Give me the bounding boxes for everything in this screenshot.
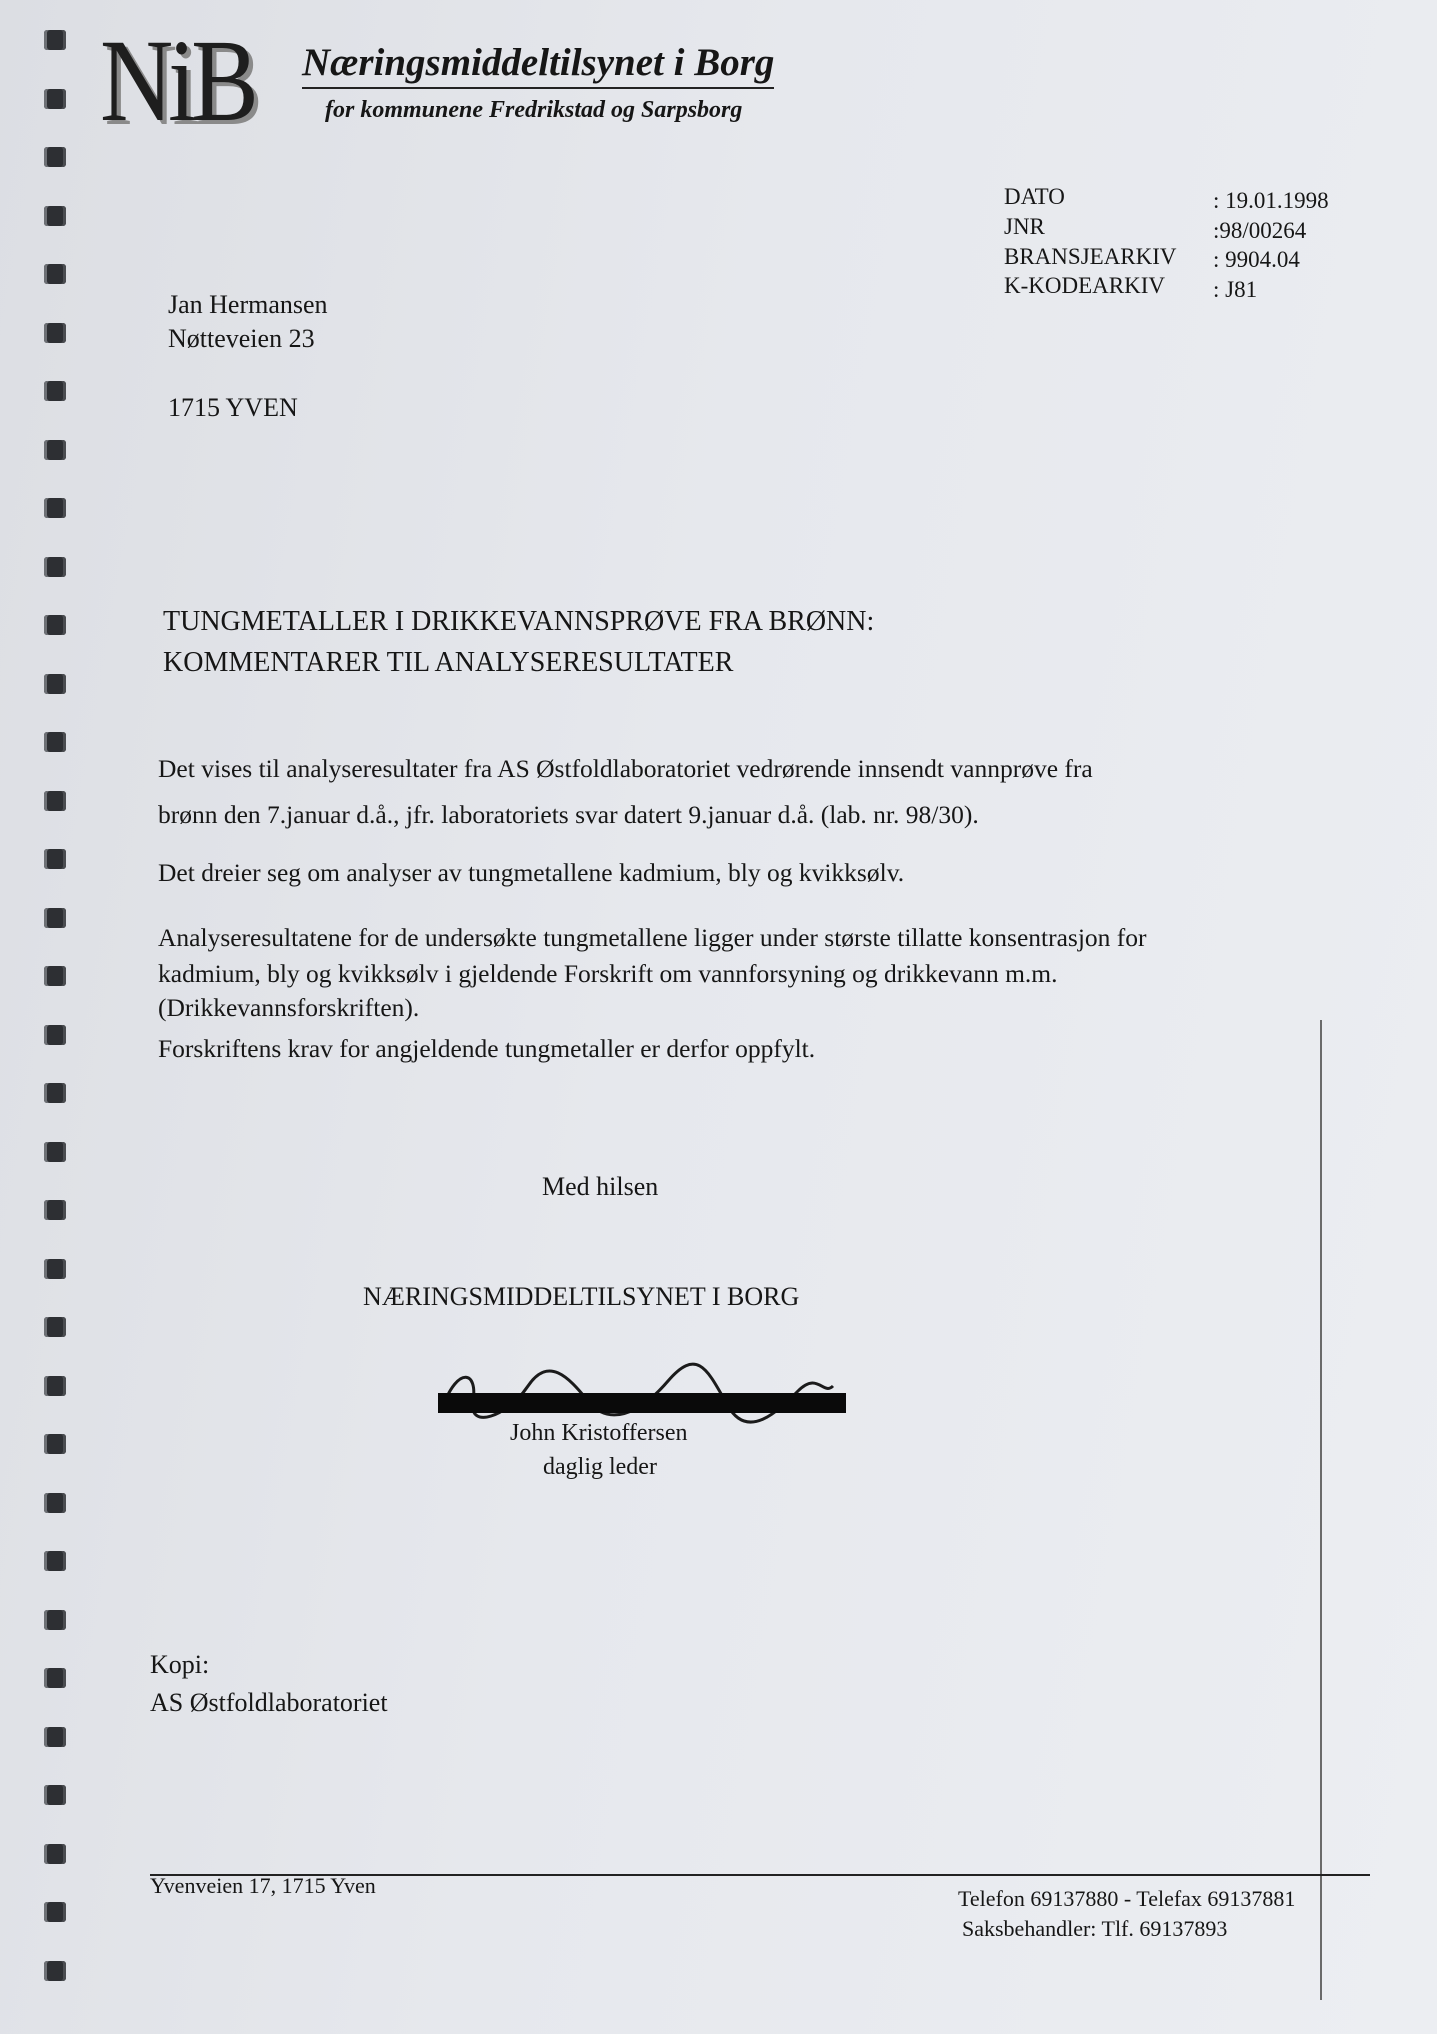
- binding-holes: [38, 30, 72, 1990]
- body-paragraph-3-line-2: kadmium, bly og kvikksølv i gjeldende Forskrift om vannforsyning og drikkevann m.m.: [158, 959, 1058, 988]
- closing-organization: NÆRINGSMIDDELTILSYNET I BORG: [363, 1282, 800, 1311]
- fold-line: [1320, 1020, 1322, 2000]
- binding-hole: [44, 1434, 66, 1454]
- body-paragraph-2: Det dreier seg om analyser av tungmetallene kadmium, bly og kvikksølv.: [158, 858, 905, 887]
- binding-hole: [44, 147, 66, 167]
- footer-address: Yvenveien 17, 1715 Yven: [150, 1873, 376, 1898]
- binding-hole: [44, 908, 66, 928]
- binding-hole: [44, 30, 66, 50]
- binding-hole: [44, 849, 66, 869]
- closing-greeting: Med hilsen: [542, 1172, 659, 1201]
- binding-hole: [44, 1727, 66, 1747]
- meta-label-kkodearkiv: K-KODEARKIV: [1004, 273, 1165, 298]
- meta-label-date: DATO: [1004, 184, 1065, 209]
- signer-name: John Kristoffersen: [510, 1420, 688, 1446]
- signer-title: daglig leder: [543, 1454, 657, 1480]
- footer-phone: Telefon 69137880 - Telefax 69137881: [958, 1886, 1296, 1911]
- recipient-postal: 1715 YVEN: [168, 393, 298, 422]
- binding-hole: [44, 674, 66, 694]
- binding-hole: [44, 1844, 66, 1864]
- binding-hole: [44, 1259, 66, 1279]
- signature-scribble: [438, 1356, 838, 1426]
- subject-line-1: TUNGMETALLER I DRIKKEVANNSPRØVE FRA BRØNN:: [163, 606, 875, 637]
- binding-hole: [44, 1668, 66, 1688]
- copy-label: Kopi:: [150, 1650, 210, 1679]
- binding-hole: [44, 89, 66, 109]
- organization-name: Næringsmiddeltilsynet i Borg: [302, 40, 774, 89]
- binding-hole: [44, 440, 66, 460]
- binding-hole: [44, 1376, 66, 1396]
- body-paragraph-1-line-2: brønn den 7.januar d.å., jfr. laboratoriets svar datert 9.januar d.å. (lab. nr. 98/30).: [158, 800, 979, 829]
- binding-hole: [44, 206, 66, 226]
- binding-hole: [44, 264, 66, 284]
- body-paragraph-3-line-3: (Drikkevannsforskriften).: [158, 993, 420, 1022]
- organization-subtitle: for kommunene Fredrikstad og Sarpsborg: [325, 97, 743, 123]
- copy-recipient: AS Østfoldlaboratoriet: [150, 1688, 388, 1717]
- binding-hole: [44, 966, 66, 986]
- binding-hole: [44, 1551, 66, 1571]
- binding-hole: [44, 1610, 66, 1630]
- meta-value-bransjearkiv: : 9904.04: [1213, 247, 1300, 272]
- body-paragraph-4: Forskriftens krav for angjeldende tungmetaller er derfor oppfylt.: [158, 1034, 816, 1063]
- binding-hole: [44, 323, 66, 343]
- binding-hole: [44, 1902, 66, 1922]
- subject-line-2: KOMMENTARER TIL ANALYSERESULTATER: [163, 647, 734, 678]
- binding-hole: [44, 732, 66, 752]
- meta-value-kkodearkiv: : J81: [1213, 277, 1258, 302]
- meta-label-bransjearkiv: BRANSJEARKIV: [1004, 244, 1177, 269]
- binding-hole: [44, 1025, 66, 1045]
- binding-hole: [44, 381, 66, 401]
- binding-hole: [44, 1142, 66, 1162]
- recipient-name: Jan Hermansen: [168, 290, 328, 319]
- body-paragraph-3-line-1: Analyseresultatene for de undersøkte tungmetallene ligger under største tillatte konsentrasjon for: [158, 923, 1147, 952]
- binding-hole: [44, 791, 66, 811]
- binding-hole: [44, 1317, 66, 1337]
- meta-value-jnr: :98/00264: [1213, 218, 1307, 243]
- binding-hole: [44, 1200, 66, 1220]
- binding-hole: [44, 615, 66, 635]
- recipient-street: Nøtteveien 23: [168, 324, 315, 353]
- meta-value-date: : 19.01.1998: [1213, 188, 1329, 213]
- binding-hole: [44, 1961, 66, 1981]
- binding-hole: [44, 1493, 66, 1513]
- redaction-bar: [438, 1393, 846, 1413]
- body-paragraph-1-line-1: Det vises til analyseresultater fra AS Østfoldlaboratoriet vedrørende innsendt vannprøve fra: [158, 754, 1093, 783]
- nib-logo: NiB: [100, 15, 254, 146]
- binding-hole: [44, 498, 66, 518]
- binding-hole: [44, 1785, 66, 1805]
- meta-label-jnr: JNR: [1004, 214, 1045, 239]
- binding-hole: [44, 557, 66, 577]
- footer-caseworker: Saksbehandler: Tlf. 69137893: [962, 1916, 1228, 1941]
- binding-hole: [44, 1083, 66, 1103]
